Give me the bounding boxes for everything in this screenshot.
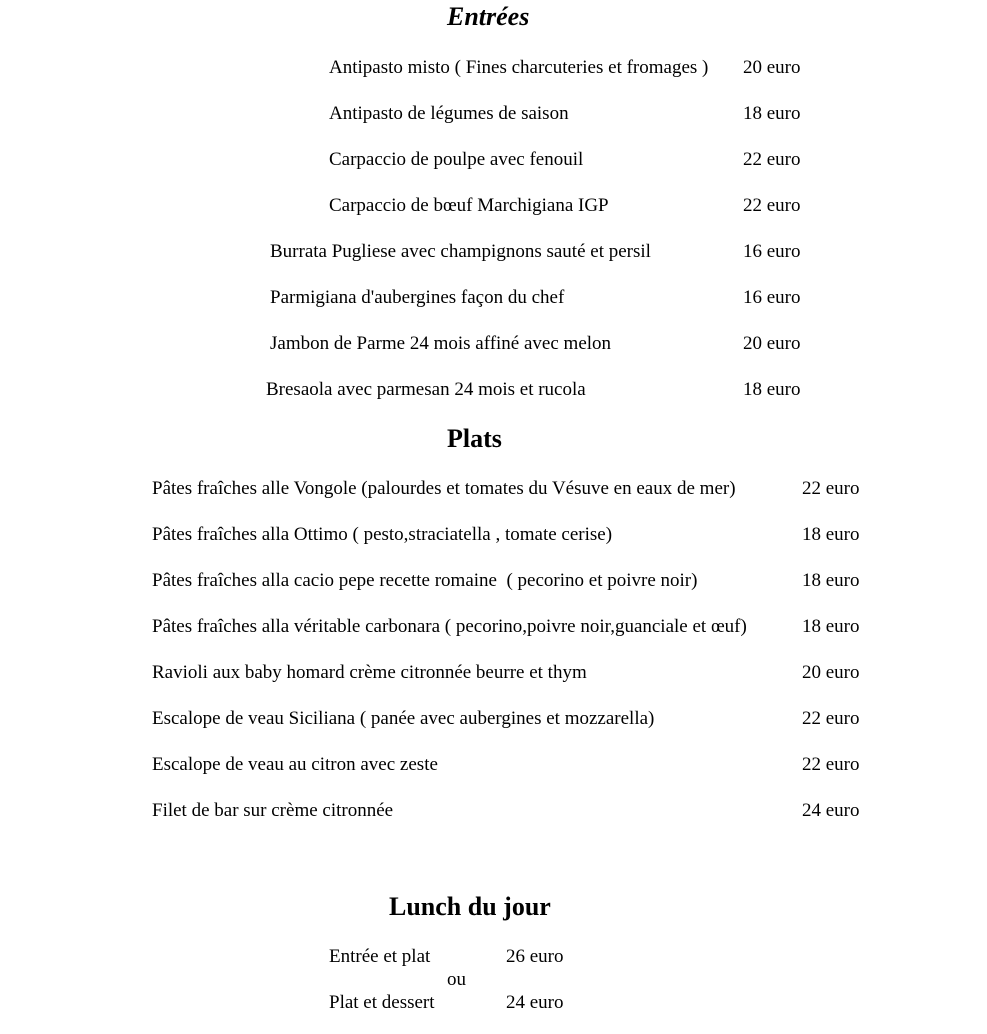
- entree-price: 22 euro: [743, 149, 801, 170]
- entree-price: 18 euro: [743, 379, 801, 400]
- entree-name: Jambon de Parme 24 mois affiné avec melon: [270, 333, 612, 354]
- plat-price: 22 euro: [802, 754, 860, 775]
- lunch-option-name: Plat et dessert: [329, 992, 435, 1013]
- entree-name: Bresaola avec parmesan 24 mois et rucola: [266, 379, 586, 400]
- entree-name: Antipasto misto ( Fines charcuteries et fromages ): [329, 57, 709, 78]
- plat-name: Filet de bar sur crème citronnée: [152, 800, 394, 821]
- plat-name: Pâtes fraîches alla cacio pepe recette romaine ( pecorino et poivre noir): [152, 570, 698, 591]
- plat-name: Pâtes fraîches alle Vongole (palourdes et tomates du Vésuve en eaux de mer): [152, 478, 736, 499]
- entree-price: 22 euro: [743, 195, 801, 216]
- entree-name: Carpaccio de bœuf Marchigiana IGP: [329, 195, 609, 216]
- plat-price: 22 euro: [802, 478, 860, 499]
- entree-name: Parmigiana d'aubergines façon du chef: [270, 287, 565, 308]
- lunch-option-price: 24 euro: [506, 992, 564, 1013]
- entree-price: 20 euro: [743, 57, 801, 78]
- entree-price: 18 euro: [743, 103, 801, 124]
- entree-name: Burrata Pugliese avec champignons sauté et persil: [270, 241, 651, 262]
- plat-price: 18 euro: [802, 524, 860, 545]
- lunch-option-price: 26 euro: [506, 946, 564, 967]
- plat-name: Escalope de veau au citron avec zeste: [152, 754, 438, 775]
- plat-price: 22 euro: [802, 708, 860, 729]
- entree-name: Antipasto de légumes de saison: [329, 103, 569, 124]
- entree-name: Carpaccio de poulpe avec fenouil: [329, 149, 584, 170]
- entree-price: 16 euro: [743, 287, 801, 308]
- plat-name: Ravioli aux baby homard crème citronnée beurre et thym: [152, 662, 587, 683]
- plat-price: 20 euro: [802, 662, 860, 683]
- lunch-title: Lunch du jour: [389, 892, 551, 921]
- entrees-title: Entrées: [447, 2, 530, 31]
- plat-name: Escalope de veau Siciliana ( panée avec aubergines et mozzarella): [152, 708, 655, 729]
- lunch-separator: ou: [447, 969, 466, 990]
- plat-name: Pâtes fraîches alla Ottimo ( pesto,straciatella , tomate cerise): [152, 524, 613, 545]
- entree-price: 16 euro: [743, 241, 801, 262]
- plat-price: 18 euro: [802, 570, 860, 591]
- plat-name: Pâtes fraîches alla véritable carbonara ( pecorino,poivre noir,guanciale et œuf): [152, 616, 747, 637]
- plat-price: 24 euro: [802, 800, 860, 821]
- entree-price: 20 euro: [743, 333, 801, 354]
- plat-price: 18 euro: [802, 616, 860, 637]
- plats-title: Plats: [447, 424, 502, 453]
- lunch-option-name: Entrée et plat: [329, 946, 431, 967]
